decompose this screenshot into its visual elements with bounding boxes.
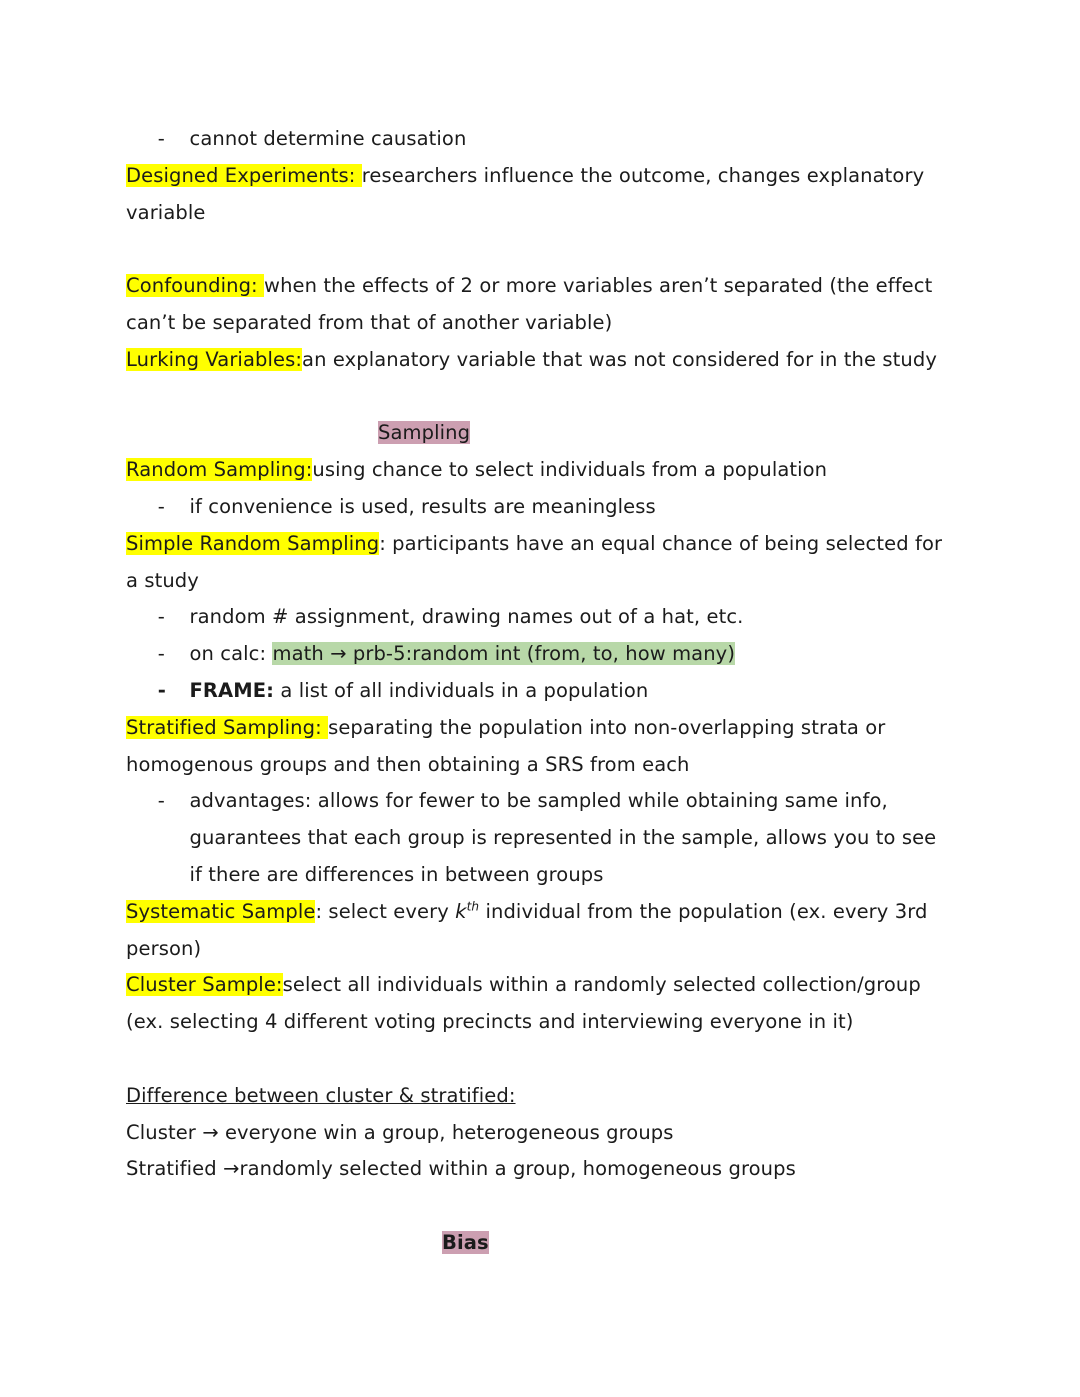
text-run: a list of all individuals in a population: [274, 678, 649, 702]
highlighted-text-run: Cluster Sample:: [126, 973, 283, 997]
bullet-dash: -: [157, 678, 166, 702]
highlighted-text-run: Designed Experiments:: [126, 163, 362, 187]
highlighted-text-run: Random Sampling:: [126, 458, 313, 482]
bullet-random-number-assignment: [126, 599, 953, 636]
bullet-dash: -: [157, 642, 165, 666]
text-run: individual from the population (ex. every 3rd person): [126, 899, 934, 960]
text-run: : participants have an equal chance of being selected for a study: [126, 531, 949, 592]
text-run: separating the population into non-overlapping strata or homogenous groups and then obtaining a SRS from each: [126, 715, 892, 776]
text-run: select all individuals within a randomly selected collection/group (ex. selecting 4 different voting precincts and interviewing everyone in it): [126, 973, 928, 1034]
bullet-frame: [126, 673, 953, 710]
bullet-dash: -: [157, 605, 165, 629]
blank-line: [126, 231, 953, 268]
text-run: Difference between cluster & stratified:: [126, 1083, 516, 1107]
blank-line: [126, 1041, 953, 1078]
highlighted-text-run: Lurking Variables:: [126, 347, 303, 371]
text-run: cannot determine causation: [189, 127, 467, 150]
para-cluster-arrow: [126, 1115, 953, 1152]
text-run: on calc:: [189, 642, 273, 666]
text-run: : select every: [315, 899, 456, 923]
blank-line: [126, 379, 953, 416]
text-run: Cluster → everyone win a group, heterogeneous groups: [126, 1120, 674, 1144]
para-stratified-sampling: [126, 710, 953, 784]
highlighted-text-run: Bias: [442, 1230, 489, 1254]
bullet-convenience: [126, 489, 953, 526]
para-difference-heading: [126, 1078, 953, 1115]
highlighted-text-run: Confounding:: [126, 274, 265, 298]
bullet-cannot-determine-causation: [126, 121, 953, 158]
highlighted-text-run: Sampling: [378, 421, 471, 445]
para-lurking-variables: [126, 342, 953, 379]
bullet-dash: -: [157, 789, 165, 813]
highlighted-text-run: math → prb-5:random int (from, to, how many): [272, 642, 736, 666]
para-stratified-arrow: [126, 1151, 953, 1188]
highlighted-text-run: Stratified Sampling:: [126, 715, 329, 739]
text-run: th: [466, 899, 480, 914]
para-random-sampling: [126, 452, 953, 489]
text-run: when the effects of 2 or more variables aren’t separated (the effect can’t be separated from that of another variable): [126, 274, 939, 334]
text-run: advantages: allows for fewer to be sampled while obtaining same info, guarantees that each group is represented in the sample, allows you to see if there are differences in between groups: [189, 789, 943, 886]
para-systematic-sample: [126, 894, 953, 968]
text-run: k: [455, 899, 467, 923]
text-run: random # assignment, drawing names out of a hat, etc.: [189, 605, 744, 629]
para-simple-random-sampling: [126, 526, 953, 600]
bullet-dash: -: [157, 494, 165, 518]
bullet-on-calc: [126, 636, 953, 673]
text-run: if convenience is used, results are meaningless: [189, 494, 656, 518]
text-run: researchers influence the outcome, changes explanatory variable: [126, 163, 931, 224]
text-run: using chance to select individuals from a population: [312, 458, 828, 482]
heading-bias: [442, 1225, 953, 1262]
text-run: FRAME:: [189, 678, 275, 702]
blank-line: [126, 1188, 953, 1225]
para-cluster-sample: [126, 967, 953, 1041]
highlighted-text-run: Systematic Sample: [126, 899, 316, 923]
bullet-dash: -: [157, 127, 165, 150]
heading-sampling: [378, 415, 953, 452]
para-confounding: [126, 268, 953, 342]
text-run: an explanatory variable that was not considered for in the study: [302, 347, 937, 371]
highlighted-text-run: Simple Random Sampling: [126, 531, 380, 555]
para-designed-experiments: [126, 158, 953, 232]
text-run: Stratified →randomly selected within a group, homogeneous groups: [126, 1157, 796, 1181]
bullet-advantages: [126, 783, 953, 893]
